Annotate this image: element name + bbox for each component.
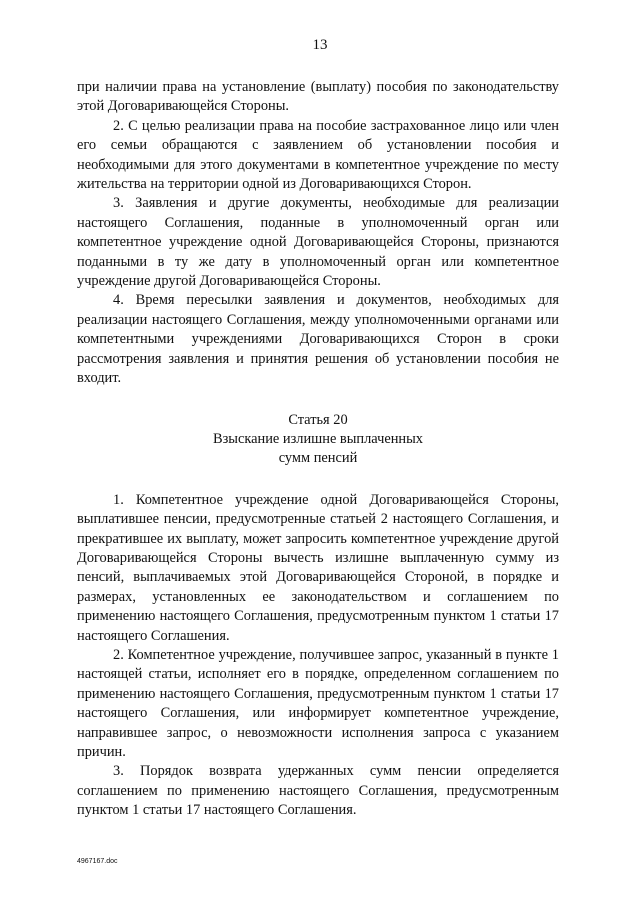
article-number: Статья 20 (288, 411, 348, 428)
paragraph-continuation: при наличии права на установление (выплату) пособия по законодательству этой Договаривающейся Стороны. (77, 79, 559, 115)
article-heading (77, 411, 559, 469)
article-paragraph-1: 1. Компетентное учреждение одной Договаривающейся Стороны, выплатившее пенсии, предусмотренные статьей 2 настоящего Соглашения, и прекратившее их выплату, может запросить компетентное учреждение другой Договаривающейся Стороны вычесть излишне выплаченную сумму из пенсий, выплачиваемых этой Договаривающейся Стороной, в порядке и размерах, установленных ее законодательством и соглашением по применению настоящего Соглашения, предусмотренным пунктом 1 статьи 17 настоящего Соглашения. (77, 491, 559, 644)
paragraph-item-2: 2. С целью реализации права на пособие застрахованное лицо или член его семьи обращаются с заявлением об установлении пособия и необходимыми для этого документами в компетентное учреждение по месту жительства на территории одной из Договаривающихся Сторон. (77, 117, 559, 193)
article-paragraph-2: 2. Компетентное учреждение, получившее запрос, указанный в пункте 1 настоящей статьи, исполняет его в порядке, определенном соглашением по применению настоящего Соглашения, предусмотренным пунктом 1 статьи 17 настоящего Соглашения, или информирует компетентное учреждение, направившее запрос, о невозможности исполнения запроса с указанием причин. (77, 646, 559, 760)
article-title-line2: сумм пенсий (278, 450, 358, 467)
page-number: 13 (312, 37, 328, 53)
paragraph-item-3: 3. Заявления и другие документы, необходимые для реализации настоящего Соглашения, поданные в уполномоченный орган или компетентное учреждение одной Договаривающейся Стороны, признаются поданными в ту же дату в уполномоченный орган или компетентное учреждение другой Договаривающейся Стороны. (77, 195, 559, 290)
file-name-footer: 4967167.doc (77, 858, 118, 865)
article-title-line1: Взыскание излишне выплаченных (213, 430, 423, 447)
article-paragraph-3: 3. Порядок возврата удержанных сумм пенсии определяется соглашением по применению настоящего Соглашения, предусмотренным пунктом 1 статьи 17 настоящего Соглашения. (77, 763, 559, 819)
document-body (77, 78, 559, 821)
paragraph-item-4: 4. Время пересылки заявления и документов, необходимых для реализации настоящего Соглашения, между уполномоченными органами или компетентными учреждениями Договаривающихся Сторон в сроки рассмотрения заявления и принятия решения об установлении пособия не входит. (77, 292, 559, 387)
